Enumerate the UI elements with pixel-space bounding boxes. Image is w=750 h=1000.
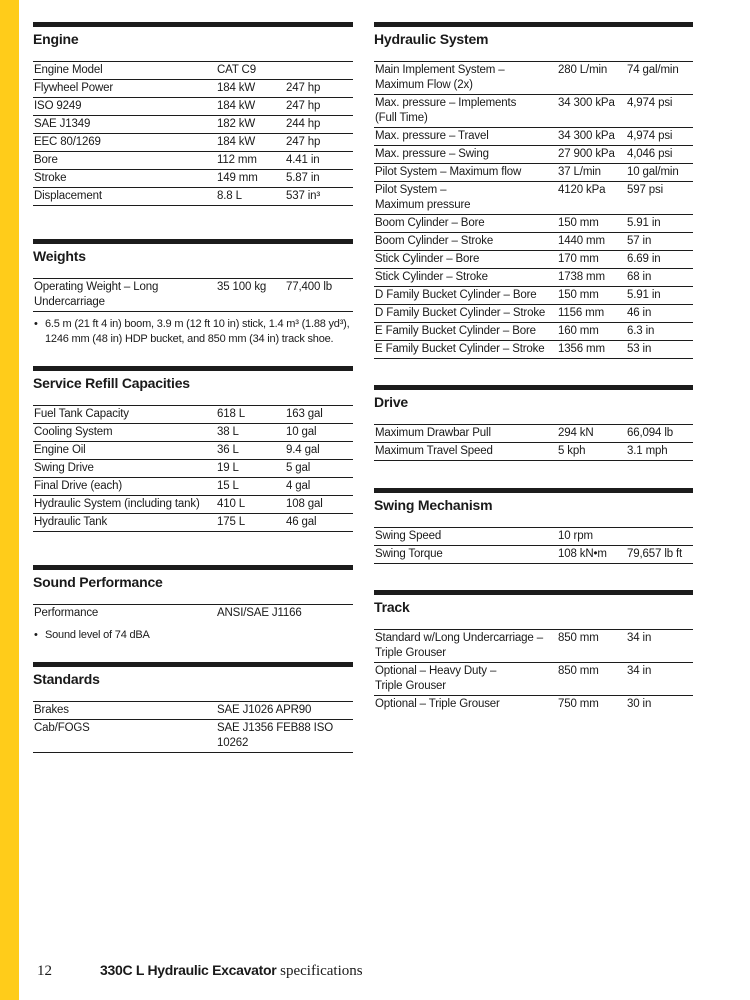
spec-table: [374, 527, 693, 564]
section-title: Track: [374, 599, 410, 615]
spec-label: Max. pressure – Swing: [375, 148, 489, 160]
spec-imperial: [626, 528, 693, 546]
spec-imperial: 247 hp: [286, 82, 321, 94]
spec-label: Stick Cylinder – Bore: [375, 253, 480, 265]
bullet-icon: •: [34, 318, 38, 330]
table-row: [374, 146, 693, 164]
spec-label: Standard w/Long Undercarriage – Triple Grouser: [375, 632, 543, 659]
section-title: Standards: [33, 671, 100, 687]
table-row: [374, 182, 693, 215]
spec-imperial: 5.91 in: [627, 289, 661, 301]
section-title: Hydraulic System: [374, 31, 489, 47]
spec-metric: 4120 kPa: [558, 184, 606, 196]
spec-metric: 5 kph: [558, 445, 586, 457]
table-row: [33, 279, 353, 312]
table-row: [33, 188, 353, 206]
spec-metric: 1356 mm: [558, 343, 605, 355]
spec-label: Brakes: [34, 704, 69, 716]
model-name: 330C L Hydraulic Excavator: [100, 962, 277, 978]
spec-imperial: [285, 62, 353, 80]
spec-imperial: 74 gal/min: [627, 64, 679, 76]
spec-label: E Family Bucket Cylinder – Bore: [375, 325, 536, 337]
left-column: [33, 22, 353, 753]
spec-metric: 850 mm: [558, 632, 599, 644]
spec-imperial: 247 hp: [286, 100, 321, 112]
spec-label: Maximum Travel Speed: [375, 445, 493, 457]
spec-imperial: 4.41 in: [286, 154, 320, 166]
spec-label: Max. pressure – Travel: [375, 130, 489, 142]
spec-imperial: 46 in: [627, 307, 652, 319]
spec-imperial: 5 gal: [286, 462, 311, 474]
spec-label: Stick Cylinder – Stroke: [375, 271, 488, 283]
spec-metric: 1738 mm: [558, 271, 605, 283]
spec-metric: 149 mm: [217, 172, 258, 184]
table-row: [33, 460, 353, 478]
spec-imperial: 4,974 psi: [627, 97, 673, 109]
table-row: [33, 424, 353, 442]
spec-imperial: 5.87 in: [286, 172, 320, 184]
spec-value: SAE J1356 FEB88 ISO 10262: [217, 722, 334, 749]
spec-imperial: 537 in³: [286, 190, 321, 202]
spec-label: Boom Cylinder – Bore: [375, 217, 485, 229]
table-row: [374, 425, 693, 443]
table-row: [33, 514, 353, 532]
spec-metric: 37 L/min: [558, 166, 601, 178]
spec-imperial: 77,400 lb: [286, 281, 332, 293]
spec-imperial: 57 in: [627, 235, 652, 247]
table-row: [33, 62, 353, 80]
spec-table: [374, 424, 693, 461]
table-row: [374, 663, 693, 696]
spec-label: Optional – Heavy Duty – Triple Grouser: [375, 665, 497, 692]
spec-metric: 618 L: [217, 408, 246, 420]
spec-label: Max. pressure – Implements (Full Time): [375, 97, 517, 124]
spec-imperial: 4,974 psi: [627, 130, 673, 142]
spec-label: Operating Weight – Long Undercarriage: [34, 281, 159, 308]
bullet-icon: •: [34, 629, 38, 641]
spec-table: [374, 629, 693, 713]
spec-imperial: 34 in: [627, 665, 652, 677]
spec-metric: 294 kN: [558, 427, 594, 439]
spec-label: EEC 80/1269: [34, 136, 101, 148]
table-row: [374, 528, 693, 546]
table-row: [33, 605, 353, 623]
spec-label: Swing Drive: [34, 462, 94, 474]
table-row: [33, 170, 353, 188]
spec-table: [33, 405, 353, 532]
spec-metric: 750 mm: [558, 698, 599, 710]
spec-metric: 150 mm: [558, 289, 599, 301]
spec-imperial: 3.1 mph: [627, 445, 668, 457]
section-title: Engine: [33, 31, 79, 47]
spec-metric: 182 kW: [217, 118, 256, 130]
accent-stripe: [0, 0, 19, 1000]
table-row: [33, 116, 353, 134]
table-row: [374, 164, 693, 182]
spec-label: Boom Cylinder – Stroke: [375, 235, 494, 247]
table-row: [33, 80, 353, 98]
right-column: [374, 22, 693, 713]
page-footer: [37, 962, 363, 980]
table-row: [33, 442, 353, 460]
table-row: [33, 134, 353, 152]
spec-table: [33, 604, 353, 622]
spec-label: Performance: [34, 607, 99, 619]
spec-imperial: 4,046 psi: [627, 148, 673, 160]
table-row: [374, 62, 693, 95]
spec-label: Main Implement System – Maximum Flow (2x): [375, 64, 505, 91]
spec-label: Final Drive (each): [34, 480, 123, 492]
spec-metric: 850 mm: [558, 665, 599, 677]
spec-metric: 19 L: [217, 462, 239, 474]
table-row: [374, 546, 693, 564]
spec-imperial: 244 hp: [286, 118, 321, 130]
table-row: [374, 305, 693, 323]
spec-label: Engine Oil: [34, 444, 86, 456]
spec-imperial: 10 gal: [286, 426, 317, 438]
spec-imperial: 66,094 lb: [627, 427, 673, 439]
table-row: [374, 128, 693, 146]
spec-imperial: 597 psi: [627, 184, 664, 196]
spec-imperial: 108 gal: [286, 498, 323, 510]
table-row: [374, 233, 693, 251]
sound-note: [33, 622, 353, 643]
swing-mechanism-section: [374, 488, 693, 564]
spec-metric: 175 L: [217, 516, 246, 528]
table-row: [33, 406, 353, 424]
spec-label: Pilot System – Maximum pressure: [375, 184, 471, 211]
spec-metric: 410 L: [217, 498, 246, 510]
table-row: [374, 630, 693, 663]
section-title: Weights: [33, 248, 86, 264]
table-row: [33, 720, 353, 753]
spec-label: Maximum Drawbar Pull: [375, 427, 491, 439]
spec-imperial: 6.3 in: [627, 325, 655, 337]
spec-label: Fuel Tank Capacity: [34, 408, 129, 420]
spec-metric: 38 L: [217, 426, 239, 438]
spec-label: Bore: [34, 154, 58, 166]
spec-label: Cab/FOGS: [34, 722, 90, 734]
spec-label: Swing Torque: [375, 548, 443, 560]
spec-label: Flywheel Power: [34, 82, 114, 94]
spec-imperial: 10 gal/min: [627, 166, 679, 178]
section-title: Service Refill Capacities: [33, 375, 190, 391]
spec-metric: 150 mm: [558, 217, 599, 229]
note-text: 6.5 m (21 ft 4 in) boom, 3.9 m (12 ft 10 in) stick, 1.4 m³ (1.88 yd³), 1246 mm (48 in) HDP bucket, and 850 mm (34 in) track shoe.: [45, 318, 350, 345]
spec-metric: 27 900 kPa: [558, 148, 615, 160]
spec-metric: 170 mm: [558, 253, 599, 265]
table-row: [374, 287, 693, 305]
drive-section: [374, 385, 693, 461]
table-row: [33, 496, 353, 514]
table-row: [374, 215, 693, 233]
table-row: [374, 269, 693, 287]
spec-imperial: 68 in: [627, 271, 652, 283]
spec-label: Engine Model: [34, 64, 103, 76]
footer-suffix: specifications: [276, 963, 363, 979]
spec-metric: 280 L/min: [558, 64, 608, 76]
spec-label: Optional – Triple Grouser: [375, 698, 500, 710]
spec-metric: 1440 mm: [558, 235, 605, 247]
spec-metric: 35 100 kg: [217, 281, 267, 293]
table-row: [374, 323, 693, 341]
spec-imperial: 30 in: [627, 698, 652, 710]
spec-metric: 8.8 L: [217, 190, 242, 202]
spec-metric: 1156 mm: [558, 307, 605, 319]
spec-imperial: 163 gal: [286, 408, 323, 420]
table-row: [374, 341, 693, 359]
spec-label: Swing Speed: [375, 530, 442, 542]
spec-table: [374, 61, 693, 359]
spec-label: E Family Bucket Cylinder – Stroke: [375, 343, 545, 355]
spec-imperial: 6.69 in: [627, 253, 661, 265]
sound-performance-section: [33, 565, 353, 643]
section-title: Sound Performance: [33, 574, 163, 590]
spec-metric: 160 mm: [558, 325, 599, 337]
spec-label: Hydraulic Tank: [34, 516, 108, 528]
spec-metric: 112 mm: [217, 154, 257, 166]
spec-imperial: 247 hp: [286, 136, 321, 148]
spec-label: SAE J1349: [34, 118, 91, 130]
track-section: [374, 590, 693, 713]
spec-label: Cooling System: [34, 426, 113, 438]
table-row: [33, 98, 353, 116]
page-number: 12: [37, 963, 52, 979]
spec-metric: 184 kW: [217, 100, 256, 112]
spec-label: Displacement: [34, 190, 102, 202]
spec-imperial: 9.4 gal: [286, 444, 320, 456]
spec-label: ISO 9249: [34, 100, 82, 112]
spec-imperial: 53 in: [627, 343, 652, 355]
spec-metric: 184 kW: [217, 82, 256, 94]
engine-section: [33, 22, 353, 206]
spec-metric: CAT C9: [217, 64, 256, 76]
spec-label: Hydraulic System (including tank): [34, 498, 200, 510]
spec-metric: 34 300 kPa: [558, 130, 615, 142]
weights-section: [33, 239, 353, 347]
spec-metric: 15 L: [217, 480, 239, 492]
table-row: [33, 152, 353, 170]
note-text: Sound level of 74 dBA: [45, 629, 150, 641]
spec-imperial: 79,657 lb ft: [627, 548, 683, 560]
spec-metric: 36 L: [217, 444, 239, 456]
table-row: [374, 95, 693, 128]
spec-table: [33, 61, 353, 206]
table-row: [33, 702, 353, 720]
spec-metric: 184 kW: [217, 136, 256, 148]
spec-label: D Family Bucket Cylinder – Bore: [375, 289, 537, 301]
spec-label: Stroke: [34, 172, 67, 184]
spec-imperial: 34 in: [627, 632, 652, 644]
section-title: Swing Mechanism: [374, 497, 493, 513]
spec-label: Pilot System – Maximum flow: [375, 166, 522, 178]
spec-value: ANSI/SAE J1166: [217, 607, 302, 619]
section-title: Drive: [374, 394, 409, 410]
table-row: [374, 443, 693, 461]
spec-metric: 10 rpm: [558, 530, 593, 542]
spec-table: [33, 701, 353, 753]
spec-value: SAE J1026 APR90: [217, 704, 312, 716]
spec-label: D Family Bucket Cylinder – Stroke: [375, 307, 546, 319]
spec-imperial: 4 gal: [286, 480, 311, 492]
weights-note: [33, 312, 353, 347]
table-row: [374, 696, 693, 714]
standards-section: [33, 662, 353, 753]
table-row: [374, 251, 693, 269]
spec-imperial: 46 gal: [286, 516, 317, 528]
spec-metric: 108 kN•m: [558, 548, 607, 560]
service-refill-section: [33, 366, 353, 532]
hydraulic-system-section: [374, 22, 693, 359]
spec-imperial: 5.91 in: [627, 217, 661, 229]
table-row: [33, 478, 353, 496]
spec-table: [33, 278, 353, 312]
spec-metric: 34 300 kPa: [558, 97, 615, 109]
